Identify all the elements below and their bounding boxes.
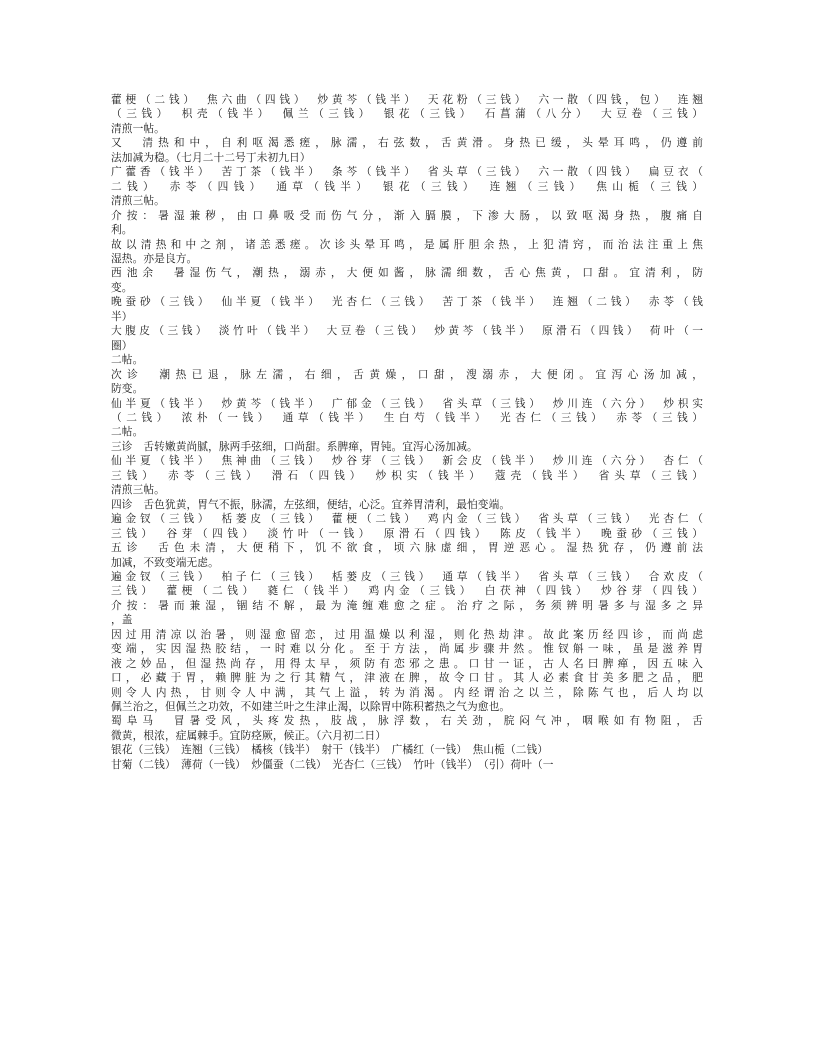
text-line: 半） xyxy=(111,309,133,323)
text-line: 三钱） 赤苓（三钱） 滑石（四钱） 炒枳实（钱半） 蔻壳（钱半） 省头草（三钱） xyxy=(111,468,703,482)
text-line: 仙半夏（钱半） 焦神曲（三钱） 炒谷芽（三钱） 新会皮（钱半） 炒川连（六分） 杏仁（ xyxy=(111,454,703,468)
text-line: 五诊 舌色未清，大便稍下，饥不欲食，顷六脉虚细，胃逆恶心。湿热犹存，仍遵前法 xyxy=(111,541,703,555)
text-line: 微黄，根浓，症属棘手。宜防痉厥，候正。（六月初二日） xyxy=(111,728,387,742)
text-line: 甘菊（二钱） 薄荷（一钱） 炒僵蚕（二钱） 光杏仁（三钱） 竹叶（钱半） （引）荷叶（一 xyxy=(111,757,554,771)
text-line: 因过用清凉以治暑，则湿愈留恋，过用温燥以利湿，则化热劫津。故此案历经四诊，而尚虑 xyxy=(111,627,703,641)
text-line: 三钱） 藿梗（二钱） 蕤仁（钱半） 鸡内金（三钱） 白茯神（四钱） 炒谷芽（四钱） xyxy=(111,584,703,598)
text-line: 清煎三帖。 xyxy=(111,194,165,208)
text-line: 利。 xyxy=(111,223,133,237)
text-line: 液之妙品，但湿热尚存，用得太早，须防有恋邪之患。口甘一证，古人名曰脾瘅，因五味入 xyxy=(111,656,703,670)
text-line: 圈） xyxy=(111,338,133,352)
text-line: 遍金钗（三钱） 柏子仁（三钱） 栝蒌皮（三钱） 通草（钱半） 省头草（三钱） 合欢皮（ xyxy=(111,569,703,583)
text-line: （二钱） 浓朴（一钱） 通草（钱半） 生白芍（钱半） 光杏仁（三钱） 赤苓（三钱） xyxy=(111,410,703,424)
text-line: 变端，实因湿热胶结，一时难以分化。至于方法，尚属步骤井然。惟钗斛一味，虽是滋养胃 xyxy=(111,642,703,656)
text-line: 介按：暑湿兼秽，由口鼻吸受而伤气分，渐入膈膜，下渗大肠，以致呕渴身热，腹痛自 xyxy=(111,208,703,222)
text-line: 湿热。亦是良方。 xyxy=(111,251,198,265)
document-body xyxy=(111,93,703,772)
text-line: 仙半夏（钱半） 炒黄芩（钱半） 广郁金（三钱） 省头草（三钱） 炒川连（六分） 炒枳实 xyxy=(111,396,703,410)
text-line: 清煎三帖。 xyxy=(111,483,165,497)
text-line: 变。 xyxy=(111,280,133,294)
text-line: 藿梗（二钱） 焦六曲（四钱） 炒黄芩（钱半） 天花粉（三钱） 六一散（四钱，包） 连翘 xyxy=(111,93,703,106)
text-line: ，盖 xyxy=(111,613,133,627)
text-line: 晚蚕砂（三钱） 仙半夏（钱半） 光杏仁（三钱） 苦丁茶（钱半） 连翘（二钱） 赤苓（钱 xyxy=(111,295,703,309)
text-line: 三钱） 谷芽（四钱） 淡竹叶（一钱） 原滑石（四钱） 陈皮（钱半） 晚蚕砂（三钱） xyxy=(111,526,703,540)
text-line: 二帖。 xyxy=(111,425,144,439)
text-line: 二钱） 赤苓（四钱） 通草（钱半） 银花（三钱） 连翘（三钱） 焦山栀（三钱） xyxy=(111,179,703,193)
text-line: 广藿香（钱半） 苦丁茶（钱半） 条芩（钱半） 省头草（三钱） 六一散（四钱） 扁豆衣（ xyxy=(111,165,703,179)
text-line: 遍金钗（三钱） 栝蒌皮（三钱） 藿梗（二钱） 鸡内金（三钱） 省头草（三钱） 光杏仁（ xyxy=(111,512,703,526)
text-line: 佩兰治之，但佩兰之功效，不如建兰叶之生津止渴，以除胃中陈积蓄热之气为愈也。 xyxy=(111,700,511,714)
text-line: 清煎一帖。 xyxy=(111,121,165,135)
text-line: 防变。 xyxy=(111,382,144,396)
text-line: 法加减为稳。（七月二十二号丁未初九日） xyxy=(111,150,311,164)
text-line: 次诊 潮热已退，脉左濡，右细，舌黄燥，口甜，溲溺赤，大便闭。宜泻心汤加减， xyxy=(111,367,703,381)
text-line: 西池余 暑湿伤气，潮热，溺赤，大便如酱，脉濡细数，舌心焦黄，口甜。宜清利，防 xyxy=(111,266,703,280)
text-line: 二帖。 xyxy=(111,353,144,367)
text-line: 加减，不致变端无虑。 xyxy=(111,555,219,569)
text-line: 口，必藏于胃，赖脾脏为之行其精气，津液在脾，故令口甘。其人必素食甘美多肥之品，肥 xyxy=(111,671,703,685)
text-line: 三诊 舌转嫩黄尚腻，脉两手弦细，口尚甜。系脾瘅，胃钝。宜泻心汤加减。 xyxy=(111,439,478,453)
text-line: 蜀阜马 冒暑受风，头疼发热，肢战，脉浮数，右关劲，脘闷气冲，咽喉如有物阻，舌 xyxy=(111,714,703,728)
text-line: （三钱） 枳壳（钱半） 佩兰（三钱） 银花（三钱） 石菖蒲（八分） 大豆卷（三钱） xyxy=(111,107,703,121)
text-line: 介按：暑而兼湿，锢结不解，最为淹缠难愈之症。治疗之际，务须辨明暑多与湿多之异 xyxy=(111,598,703,612)
text-line: 四诊 舌色犹黄，胃气不振，脉濡，左弦细，便结，心泛。宜养胃清利，最怕变端。 xyxy=(111,497,511,511)
text-line: 大腹皮（三钱） 淡竹叶（钱半） 大豆卷（三钱） 炒黄芩（钱半） 原滑石（四钱） 荷叶（一 xyxy=(111,324,703,338)
text-line: 则令人内热，甘则令人中满，其气上溢，转为消渴。内经谓治之以兰，除陈气也，后人均以 xyxy=(111,685,703,699)
text-line: 故以清热和中之剂，诸恙悉瘥。次诊头晕耳鸣，是属肝胆余热，上犯清窍，而治法注重上焦 xyxy=(111,237,703,251)
text-line: 银花（三钱） 连翘（三钱） 橘核（钱半） 射干（钱半） 广橘红（一钱） 焦山栀（二钱） xyxy=(111,743,549,757)
text-line: 又 清热和中，自利呕渴悉瘥，脉濡，右弦数，舌黄滑。身热已缓，头晕耳鸣，仍遵前 xyxy=(111,136,703,150)
